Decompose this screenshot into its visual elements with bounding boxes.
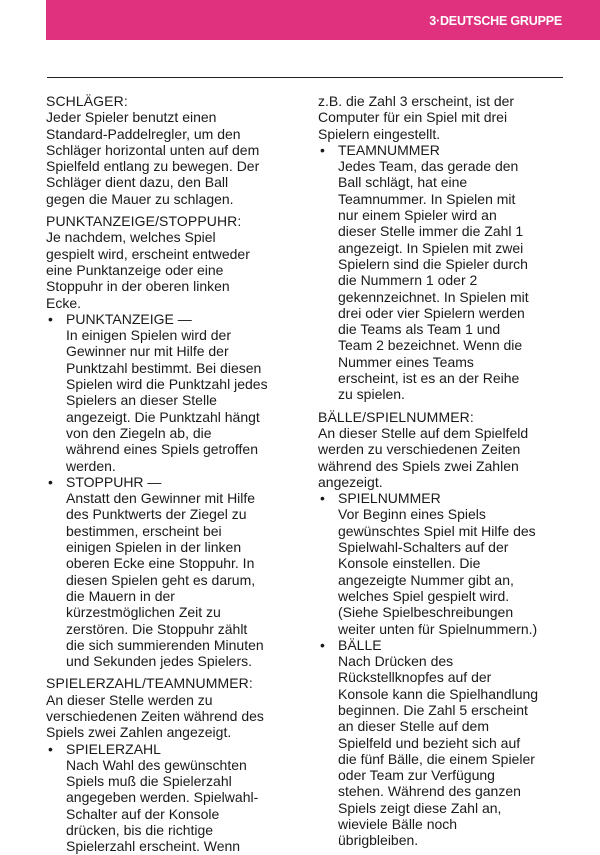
bullet-spielnummer bbox=[318, 490, 568, 637]
right-column bbox=[318, 93, 568, 849]
bullet-spielerzahl bbox=[46, 741, 294, 855]
bullet-teamnummer bbox=[318, 142, 568, 403]
header-band bbox=[46, 0, 600, 40]
bullet-icon: • bbox=[320, 490, 325, 507]
heading-punktanzeige-stoppuhr: PUNKTANZEIGE/STOPPUHR: bbox=[46, 213, 242, 230]
bullet-text: Nach Wahl des gewünschten Spiels muß die Spielerzahl angegeben werden. Spielwahl- Schalter auf der Konsole drücken, bis die richtige Spielerzahl erscheint. Wenn bbox=[66, 756, 259, 855]
paragraph-continued: z.B. die Zahl 3 erscheint, ist der Computer für ein Spiel mit drei Spielern eingestellt. bbox=[318, 93, 515, 142]
bullet-text: In einigen Spielen wird der Gewinner nur mit Hilfe der Punktzahl bestimmt. Bei diesen Spielen wird die Punktzahl jedes Spielers an dieser Stelle angezeigt. Die Punktzahl hängt von den Ziegeln ab, die während eines Spiels getroffen werden. bbox=[66, 327, 268, 474]
heading-baelle-spielnummer: BÄLLE/SPIELNUMMER: bbox=[318, 408, 474, 425]
section-header: 3·DEUTSCHE GRUPPE bbox=[429, 14, 562, 28]
bullet-title: SPIELERZAHL bbox=[66, 740, 161, 757]
heading-schlaeger: SCHLÄGER: bbox=[46, 93, 128, 109]
bullet-title: TEAMNUMMER bbox=[338, 141, 440, 158]
bullet-icon: • bbox=[48, 473, 53, 490]
bullet-icon: • bbox=[320, 141, 325, 158]
bullet-title: BÄLLE bbox=[338, 636, 382, 653]
divider-rule bbox=[47, 77, 563, 78]
paragraph-spielerzahl-teamnummer: An dieser Stelle werden zu verschiedenen Zeiten während des Spiels zwei Zahlen angezeigt. bbox=[46, 691, 264, 741]
bullet-icon: • bbox=[48, 310, 53, 327]
paragraph-schlaeger: Jeder Spieler benutzt einen Standard-Paddelregler, um den Schläger horizontal unten auf dem Spielfeld entlang zu bewegen. Der Schläger dient dazu, den Ball gegen die Mauer zu schlagen. bbox=[46, 109, 260, 207]
bullet-text: Vor Beginn eines Spiels gewünschtes Spiel mit Hilfe des Spielwahl-Schalters auf der Konsole einstellen. Die angezeigte Nummer gibt an, welches Spiel gespielt wird. (Siehe Spielbeschreibungen weiter unten für Spielnummern.) bbox=[338, 506, 538, 637]
paragraph-baelle-spielnummer: An dieser Stelle auf dem Spielfeld werden zu verschiedenen Zeiten während des Spiels zwei Zahlen angezeigt. bbox=[318, 424, 529, 490]
bullet-stoppuhr bbox=[46, 474, 294, 670]
bullet-title: STOPPUHR — bbox=[66, 473, 162, 490]
paragraph-punktanzeige-stoppuhr: Je nachdem, welches Spiel gespielt wird, erscheint entweder eine Punktanzeige oder eine Stoppuhr in der oberen linken Ecke. bbox=[46, 229, 250, 311]
bullet-title: PUNKTANZEIGE — bbox=[66, 310, 192, 327]
bullet-text: Anstatt den Gewinner mit Hilfe des Punktwerts der Ziegel zu bestimmen, erscheint bei einigen Spielen in der linken oberen Ecke eine Stoppuhr. In diesen Spielen geht es darum, die Mauern in der kürzestmöglichen Zeit zu zerstören. Die Stoppuhr zählt die sich summierenden Minuten und Sekunden jedes Spielers. bbox=[66, 490, 264, 670]
heading-spielerzahl-teamnummer: SPIELERZAHL/TEAMNUMMER: bbox=[46, 675, 253, 692]
bullet-icon: • bbox=[320, 636, 325, 653]
left-column bbox=[46, 93, 294, 855]
bullet-title: SPIELNUMMER bbox=[338, 490, 441, 507]
bullet-baelle bbox=[318, 637, 568, 849]
bullet-punktanzeige bbox=[46, 311, 294, 474]
bullet-icon: • bbox=[48, 740, 53, 757]
bullet-text: Jedes Team, das gerade den Ball schlägt, hat eine Teamnummer. In Spielen mit nur einem Spieler wird an dieser Stelle immer die Zahl 1 angezeigt. In Spielen mit zwei Spielern sind die Spieler durch die Nummern 1 oder 2 gekennzeichnet. In Spielen mit drei oder vier Spielern werden die Teams als Team 1 und Team 2 bezeichnet. Wenn die Nummer eines Teams erscheint, ist es an der Reihe zu spielen. bbox=[338, 158, 529, 403]
bullet-text: Nach Drücken des Rückstellknopfes auf der Konsole kann die Spielhandlung beginnen. Die Zahl 5 erscheint an dieser Stelle auf dem Spielfeld und bezieht sich auf die fünf Bälle, die einem Spieler oder Team zur Verfügung stehen. Während des ganzen Spiels zeigt diese Zahl an, wieviele Bälle noch übrigbleiben. bbox=[338, 653, 539, 849]
